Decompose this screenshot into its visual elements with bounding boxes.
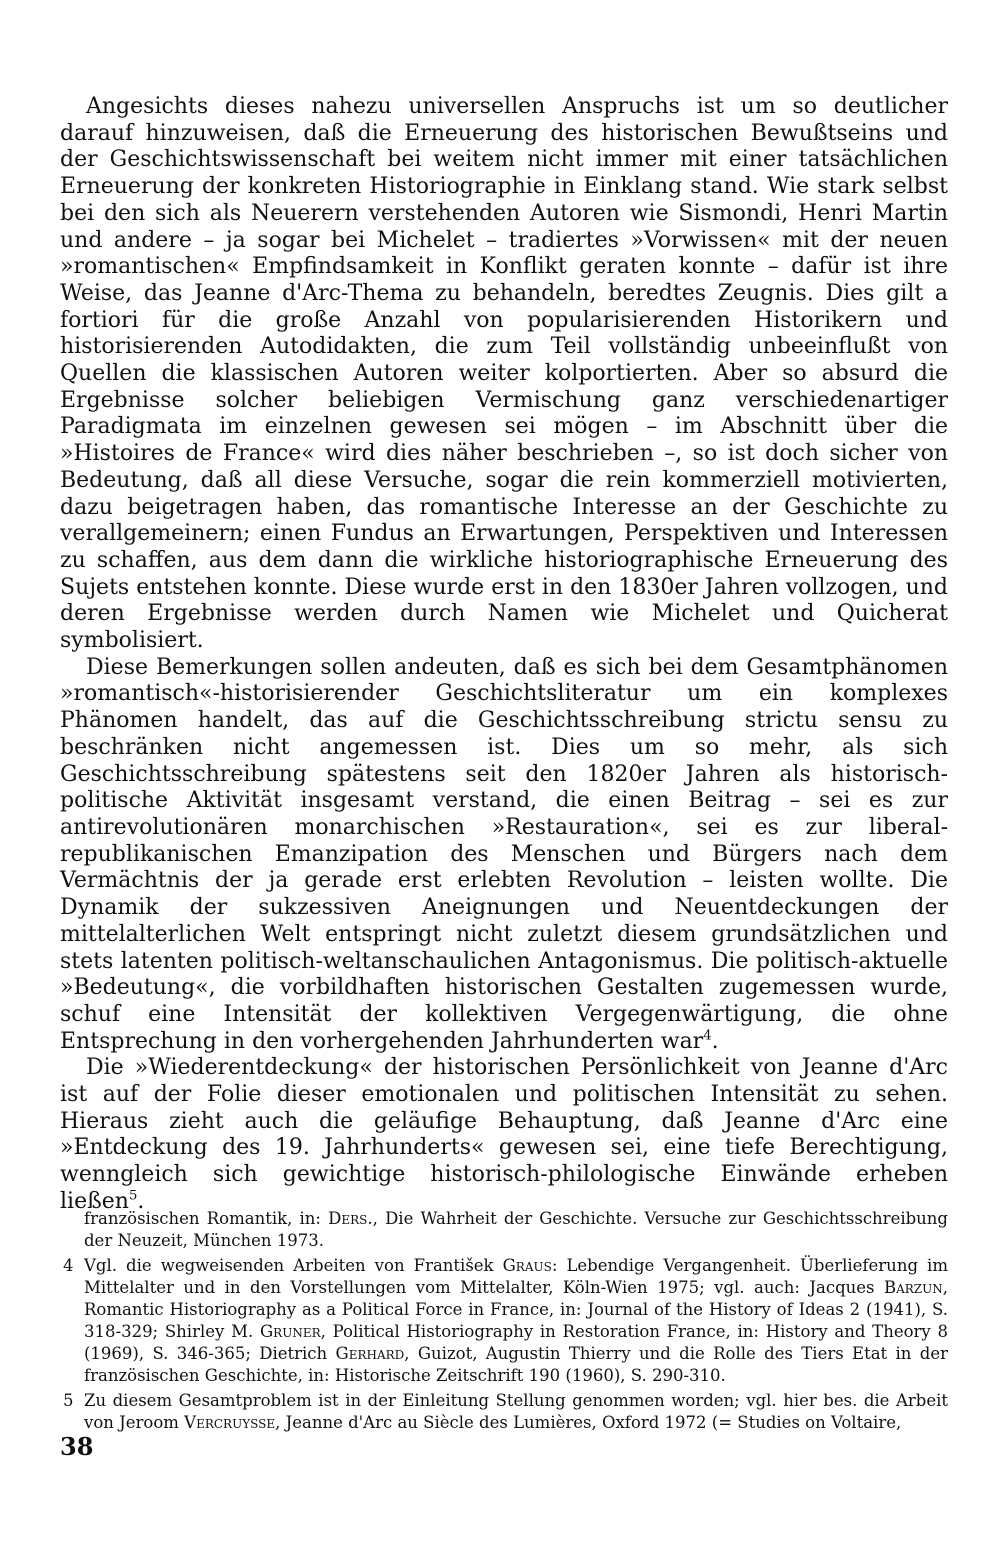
paragraph-2: Diese Bemerkungen sollen andeuten, daß es sich bei dem Gesamtphänomen »romantisch«-historisierender Geschichtsliteratur um ein komplexes Phänomen handelt, das auf die Geschichtsschreibung strictu sensu zu beschränken nicht angemessen ist. Dies um so mehr, als sich Geschichtsschreibung spätestens seit den 1820er Jahren als historisch-politische Aktivität insgesamt verstand, die einen Beitrag – sei es zur antirevolutionären monarchischen »Restauration«, sei es zur liberalrepublikanischen Emanzipation des Menschen und Bürgers nach dem Vermächtnis der ja gerade erst erlebten Revolution – leisten wollte. Die Dynamik der sukzessiven Aneignungen und Neuentdeckungen der mittelalterlichen Welt entspringt nicht zuletzt diesem grundsätzlichen und stets latenten politisch-weltanschaulichen Antagonismus. Die politisch-aktuelle »Bedeutung«, die vorbildhaften historischen Gestalten zugemessen wurde, schuf eine Intensität der kollektiven Vergegenwärtigung, die ohne Entsprechung in den vorhergehenden Jahrhunderten war$^4$. xyxy=(60,654,948,1054)
footnote-text: , Jeanne d'Arc au Siècle des Lumières, Oxford 1972 (= Studies on Voltaire, xyxy=(275,1413,902,1432)
footnote-text: Vgl. die wegweisenden Arbeiten von František xyxy=(84,1256,503,1275)
footnote-text: , Political Historiography in Restoration France, in: History and Theory 8 (1969), S. 346-365; Dietrich xyxy=(84,1322,948,1363)
paragraph-3-text: Die »Wiederentdeckung« der historischen Persönlichkeit von Jeanne d'Arc ist auf der Folie dieser emotionalen und politischen Intensität zu sehen. Hieraus zieht auch die geläufige Behauptung, daß Jeanne d'Arc eine »Entdeckung des 19. Jahrhunderts« gewesen sei, eine tiefe Berechtigung, wenngleich sich gewichtige historisch-philologische Einwände erheben ließen xyxy=(60,1055,948,1214)
paragraph-2-text: Diese Bemerkungen sollen andeuten, daß es sich bei dem Gesamtphänomen »romantisch«-historisierender Geschichtsliteratur um ein komplexes Phänomen handelt, das auf die Geschichtsschreibung strictu sensu zu beschränken nicht angemessen ist. Dies um so mehr, als sich Geschichtsschreibung spätestens seit den 1820er Jahren als historisch-politische Aktivität insgesamt verstand, die einen Beitrag – sei es zur antirevolutionären monarchischen »Restauration«, sei es zur liberalrepublikanischen Emanzipation des Menschen und Bürgers nach dem Vermächtnis der ja gerade erst erlebten Revolution – leisten wollte. Die Dynamik der sukzessiven Aneignungen und Neuentdeckungen der mittelalterlichen Welt entspringt nicht zuletzt diesem grundsätzlichen und stets latenten politisch-weltanschaulichen Antagonismus. Die politisch-aktuelle »Bedeutung«, die vorbildhaften historischen Gestalten zugemessen wurde, schuf eine Intensität der kollektiven Vergegenwärtigung, die ohne Entsprechung in den vorhergehenden Jahrhunderten war xyxy=(60,654,948,1054)
footnote-author: Gruner xyxy=(259,1322,321,1341)
footnote-author: Gerhard xyxy=(335,1344,405,1363)
footnote-5 xyxy=(60,1390,948,1434)
footnote-author: Graus xyxy=(502,1256,552,1275)
footnote-text: , Guizot, Augustin Thierry und die Rolle des Tiers Etat in der französischen Geschichte, in: Historische Zeitschrift 190 (1960), S. 290-310. xyxy=(84,1344,948,1385)
footnote-text: , Die Wahrheit der Geschichte. Versuche zur Geschichtsschreibung der Neuzeit, München 1973. xyxy=(84,1209,948,1250)
footnote-4 xyxy=(60,1255,948,1387)
footnote-ref-4[interactable]: 4 xyxy=(703,1028,712,1044)
footnote-text: , Romantic Historiography as a Political Force in France, in: Journal of the History of Ideas 2 (1941), S. 318-329; Shirley M. xyxy=(84,1278,948,1341)
footnote-text: Zu diesem Gesamtproblem ist in der Einleitung Stellung genommen worden; vgl. hier bes. die Arbeit von Jeroom xyxy=(84,1391,948,1432)
paragraph-1 xyxy=(60,94,948,655)
footnotes xyxy=(60,1208,948,1434)
footnote-author: Barzun xyxy=(883,1278,943,1297)
footnote-ref-5[interactable]: 5 xyxy=(128,1188,138,1204)
paragraph-3: Die »Wiederentdeckung« der historischen Persönlichkeit von Jeanne d'Arc ist auf der Folie dieser emotionalen und politischen Intensität zu sehen. Hieraus zieht auch die geläufige Behauptung, daß Jeanne d'Arc eine »Entdeckung des 19. Jahrhunderts« gewesen sei, eine tiefe Berechtigung, wenngleich sich gewichtige historisch-philologische Einwände erheben ließen$^5$. xyxy=(60,1055,948,1214)
footnote-author: Ders. xyxy=(328,1209,373,1228)
footnote-number: 4 xyxy=(63,1256,74,1275)
main-text xyxy=(60,94,948,1216)
footnote-text: : Lebendige Vergangenheit. Überlieferung im Mittelalter und in den Vorstellungen vom Mittelalter, Köln-Wien 1975; vgl. auch: Jacques xyxy=(84,1256,948,1297)
footnote-continuation xyxy=(60,1208,948,1252)
footnote-text: französischen Romantik, in: xyxy=(84,1209,329,1228)
page-number: 38 xyxy=(60,1432,94,1461)
footnote-author: Vercruysse xyxy=(184,1413,276,1432)
paragraph-1-text: Angesichts dieses nahezu universellen Anspruchs ist um so deutlicher darauf hinzuweisen, daß die Erneuerung des historischen Bewußtseins und der Geschichtswissenschaft bei weitem nicht immer mit einer tatsächlichen Erneuerung der konkreten Historiographie in Einklang stand. Wie stark selbst bei den sich als Neuerern verstehenden Autoren wie Sismondi, Henri Martin und andere – ja sogar bei Michelet – tradiertes »Vorwissen« mit der neuen »romantischen« Empfindsamkeit in Konflikt geraten konnte – dafür ist ihre Weise, das Jeanne d'Arc-Thema zu behandeln, beredtes Zeugnis. Dies gilt a fortiori für die große Anzahl von popularisierenden Historikern und historisierenden Autodidakten, die zum Teil vollständig unbeeinflußt von Quellen die klassischen Autoren weiter kolportierten. Aber so absurd die Ergebnisse solcher beliebigen Vermischung ganz verschiedenartiger Paradigmata im einzelnen gewesen sei mögen – im Abschnitt über die »Histoires de France« wird dies näher beschrieben –, so ist doch sicher von Bedeutung, daß all diese Versuche, sogar die rein kommerziell motivierten, dazu beigetragen haben, das romantische Interesse an der Geschichte zu verallgemeinern; einen Fundus an Erwartungen, Perspektiven und Interessen zu schaffen, aus dem dann die wirkliche historiographische Erneuerung des Sujets entstehen konnte. Diese wurde erst in den 1830er Jahren vollzogen, und deren Ergebnisse werden durch Namen wie Michelet und Quicherat symbolisiert. xyxy=(60,94,948,654)
footnote-number: 5 xyxy=(63,1391,74,1410)
